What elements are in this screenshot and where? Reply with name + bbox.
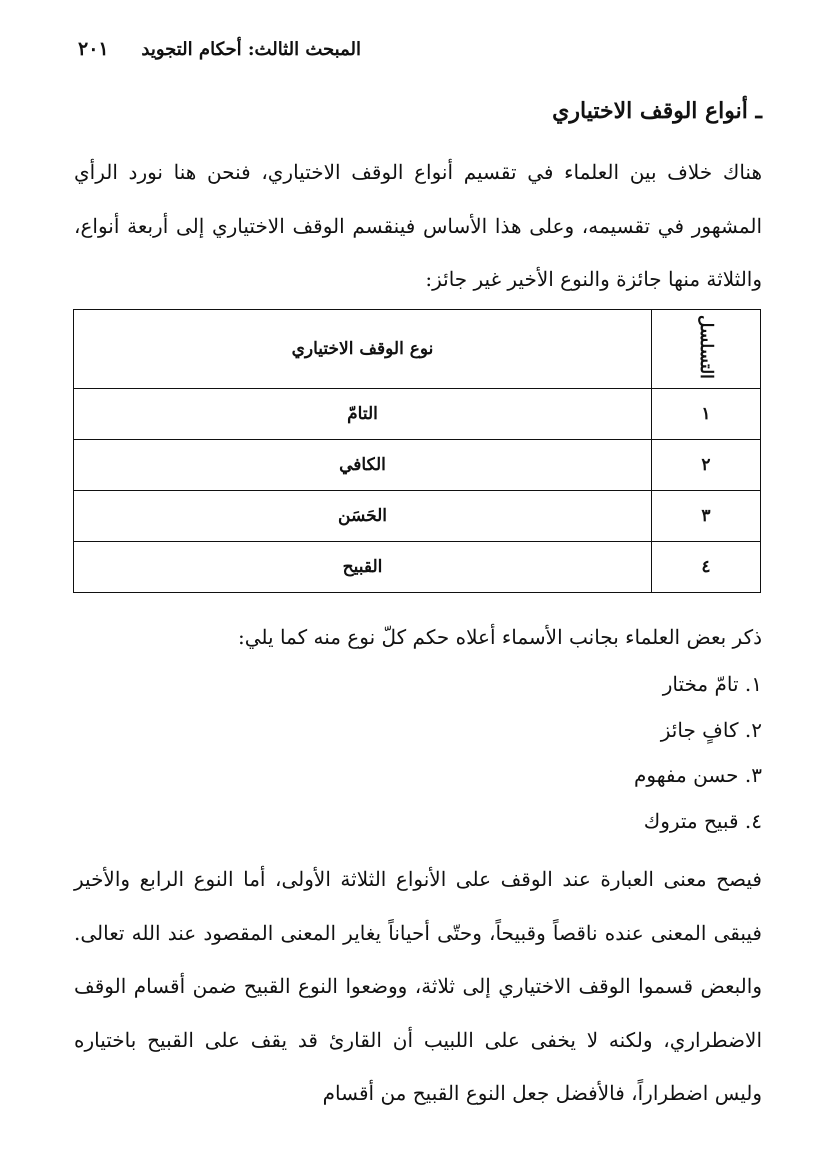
- ruling-lead: ذكر بعض العلماء بجانب الأسماء أعلاه حكم كلّ نوع منه كما يلي:: [237, 625, 762, 649]
- table-header-row: [74, 310, 761, 389]
- header-type-cell: نوع الوقف الاختياري: [74, 310, 652, 389]
- list-item: ١. تامّ مختار: [662, 672, 762, 696]
- table-row: [74, 542, 761, 593]
- table-row: [74, 389, 761, 440]
- closing-paragraph: فيصح معنى العبارة عند الوقف على الأنواع الثلاثة الأولى، أما النوع الرابع والأخير فيبقى المعنى عنده ناقصاً وقبيحاً، وحتّى أحياناً يغاير المعنى المقصود عند الله تعالى. والبعض قسموا الوقف الاختياري إلى ثلاثة، ووضعوا النوع القبيح ضمن أقسام الوقف الاضطراري، ولكنه لا يخفى على اللبيب أن القارئ قد يقف على القبيح باختياره وليس اضطراراً، فالأفضل جعل النوع القبيح من أقسام: [74, 867, 762, 1105]
- row-seq-cell: ٣: [652, 491, 761, 542]
- intro-paragraph: هناك خلاف بين العلماء في تقسيم أنواع الوقف الاختياري، فنحن هنا نورد الرأي المشهور في تقسيمه، وعلى هذا الأساس فينقسم الوقف الاختياري إلى أربعة أنواع، والثلاثة منها جائزة والنوع الأخير غير جائز:: [74, 160, 762, 291]
- row-type-cell: الحَسَن: [74, 491, 652, 542]
- row-seq-cell: ١: [652, 389, 761, 440]
- section-heading: ـ أنواع الوقف الاختياري: [552, 98, 762, 124]
- row-type-cell: القبيح: [74, 542, 652, 593]
- stop-types-table: [73, 309, 761, 593]
- list-item: ٢. كافٍ جائز: [660, 717, 762, 742]
- row-seq-cell: ٤: [652, 542, 761, 593]
- list-item: ٤. قبيح متروك: [643, 808, 762, 833]
- running-header: [78, 34, 361, 64]
- ruling-list: [634, 662, 762, 844]
- row-type-cell: التامّ: [74, 389, 652, 440]
- row-type-cell: الكافي: [74, 440, 652, 491]
- header-seq-label: التسلسل: [696, 314, 716, 379]
- table-row: [74, 440, 761, 491]
- page-number: ٢٠١: [78, 38, 109, 60]
- list-item: ٣. حسن مفهوم: [633, 763, 762, 787]
- row-seq-cell: ٢: [652, 440, 761, 491]
- running-title: المبحث الثالث: أحكام التجويد: [141, 38, 361, 60]
- table-row: [74, 491, 761, 542]
- header-seq-cell: [652, 310, 761, 389]
